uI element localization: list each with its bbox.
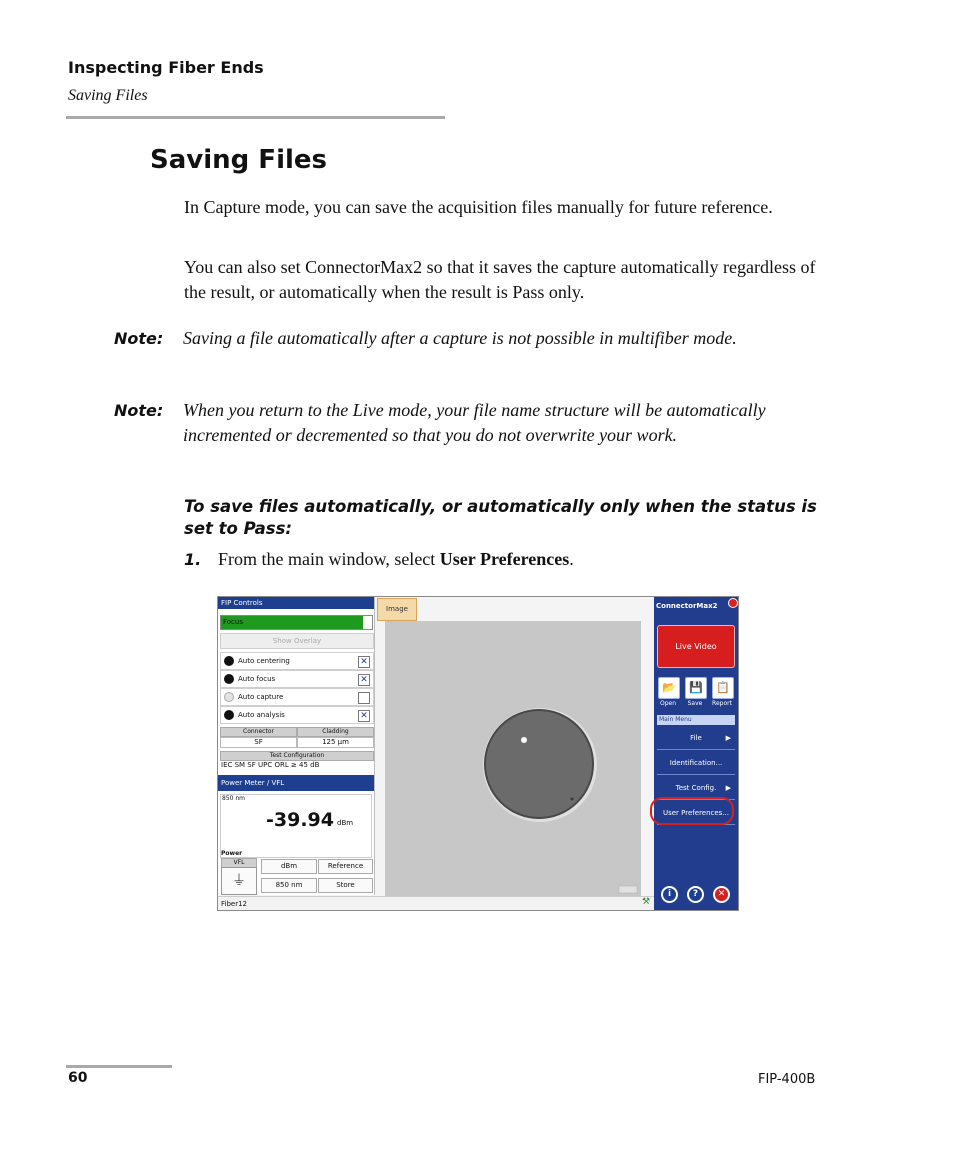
save-label: Save	[687, 700, 703, 707]
checkbox-checked-icon[interactable]: ✕	[358, 656, 370, 668]
show-overlay-button[interactable]: Show Overlay	[220, 633, 374, 649]
chapter-title: Inspecting Fiber Ends	[68, 58, 264, 77]
indicator-icon	[224, 656, 234, 666]
menu-item-file[interactable]: File ▶	[657, 727, 735, 750]
live-video-button[interactable]: Live Video	[657, 625, 735, 668]
menu-arrow-icon: ▶	[725, 734, 731, 742]
tab-image[interactable]: Image	[377, 598, 417, 621]
option-auto-capture[interactable]	[220, 688, 374, 706]
paragraph-2: You can also set ConnectorMax2 so that it saves the capture automatically regardless of the result, or automatically when the result is Pass only.	[184, 257, 816, 302]
step-number: 1.	[184, 550, 202, 569]
fip-controls-panel	[218, 597, 375, 895]
main-menu-header: Main Menu	[657, 715, 735, 725]
connector-value: SF	[220, 737, 297, 748]
open-label: Open	[659, 700, 677, 707]
fip-controls-title: FIP Controls	[218, 597, 374, 609]
close-icon[interactable]: ✕	[713, 886, 730, 903]
save-icon[interactable]: 💾	[685, 677, 707, 699]
header-rule	[66, 116, 445, 119]
fiber-end-face	[385, 621, 641, 897]
step-text: From the main window, select User Preferences.	[218, 549, 574, 569]
app-title: ConnectorMax2	[656, 602, 718, 610]
section-subtitle: Saving Files	[68, 87, 148, 104]
cladding-value: 125 µm	[297, 737, 374, 748]
option-auto-centering[interactable]	[220, 652, 374, 670]
wavelength-button[interactable]: 850 nm	[261, 878, 317, 893]
option-label: Auto focus	[238, 675, 276, 683]
highlight-ring	[650, 797, 734, 825]
page-number: 60	[68, 1070, 88, 1086]
reference-button[interactable]: Reference	[318, 859, 373, 874]
option-label: Auto centering	[238, 657, 290, 665]
note-text-1: Saving a file automatically after a capture is not possible in multifiber mode.	[183, 328, 737, 348]
power-reading: -39.94	[266, 809, 334, 831]
status-text: Fiber12	[221, 900, 247, 908]
menu-item-identification[interactable]: Identification...	[657, 752, 735, 775]
procedure-title: To save files automatically, or automatically only when the status is set to Pass:	[184, 497, 817, 538]
indicator-icon	[224, 674, 234, 684]
report-icon[interactable]: 📋	[712, 677, 734, 699]
report-label: Report	[712, 700, 732, 707]
test-config-header: Test Configuration	[220, 751, 374, 761]
focus-bar	[220, 615, 373, 630]
note-text-2: When you return to the Live mode, your file name structure will be automatically incremented or decremented so that you do not overwrite your work.	[183, 400, 766, 445]
vfl-label: VFL	[221, 858, 257, 868]
product-name: FIP-400B	[758, 1072, 816, 1087]
footer-rule	[66, 1065, 172, 1068]
main-menu-panel	[654, 597, 738, 910]
alert-icon	[728, 598, 738, 608]
option-auto-analysis[interactable]	[220, 706, 374, 724]
step-bold-term: User Preferences	[439, 549, 570, 569]
menu-arrow-icon: ▶	[725, 784, 731, 792]
focus-level-fill: Focus	[221, 616, 363, 629]
checkbox-checked-icon[interactable]: ✕	[358, 710, 370, 722]
note-label-1: Note:	[114, 329, 164, 348]
checkbox-checked-icon[interactable]: ✕	[358, 674, 370, 686]
status-bar	[218, 896, 654, 910]
test-config-value[interactable]: IEC SM SF UPC ORL ≥ 45 dB	[221, 761, 320, 769]
store-button[interactable]: Store	[318, 878, 373, 893]
wavelength-label: 850 nm	[222, 795, 246, 802]
power-meter-title: Power Meter / VFL	[218, 775, 374, 791]
indicator-icon	[224, 692, 234, 702]
option-label: Auto capture	[238, 693, 284, 701]
cladding-header: Cladding	[297, 727, 374, 737]
app-screenshot	[217, 596, 739, 911]
indicator-icon	[224, 710, 234, 720]
status-tool-icon: ⚒	[642, 897, 651, 907]
option-auto-focus[interactable]	[220, 670, 374, 688]
power-unit: dBm	[337, 819, 354, 827]
info-icon[interactable]: i	[661, 886, 678, 903]
connector-header: Connector	[220, 727, 297, 737]
dbm-button[interactable]: dBm	[261, 859, 317, 874]
help-icon[interactable]: ?	[687, 886, 704, 903]
menu-item-user-preferences[interactable]: User Preferences...	[657, 802, 735, 825]
vfl-diode-icon[interactable]: ⏚	[221, 867, 257, 895]
note-label-2: Note:	[114, 401, 164, 420]
folder-icon[interactable]: 📂	[658, 677, 680, 699]
fiber-image	[385, 621, 641, 897]
page-title: Saving Files	[150, 145, 327, 175]
power-label: Power	[221, 850, 243, 857]
option-label: Auto analysis	[238, 711, 285, 719]
paragraph-1: In Capture mode, you can save the acquisition files manually for future reference.	[184, 197, 773, 217]
menu-item-test-config[interactable]: Test Config. ▶	[657, 777, 735, 800]
checkbox-unchecked-icon[interactable]	[358, 692, 370, 704]
